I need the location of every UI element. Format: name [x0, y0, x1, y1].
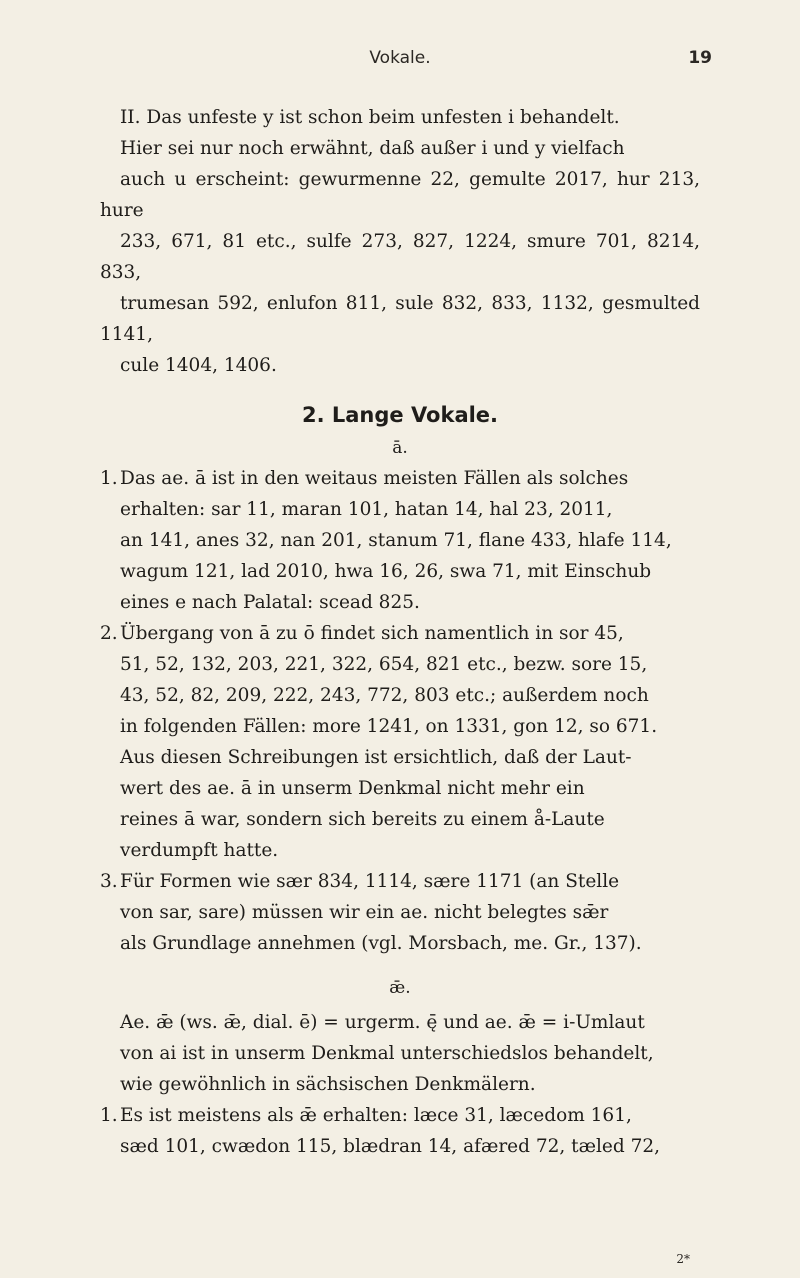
section-heading: 2. Lange Vokale. [301, 403, 499, 427]
text-line: Es ist meistens als ǣ erhalten: læce 31, læcedom 161, [120, 1105, 632, 1126]
text-line: cule 1404, 1406. [120, 355, 277, 376]
text-line: Für Formen wie sær 834, 1114, sære 1171 (an Stelle [120, 871, 620, 892]
text-line: von sar, sare) müssen wir ein ae. nicht belegtes sǣr [120, 902, 609, 923]
text-line: II. Das unfeste y ist schon beim unfesten i behandelt. [120, 107, 620, 128]
text-line: eines e nach Palatal: scead 825. [120, 592, 420, 613]
text-line: 43, 52, 82, 209, 222, 243, 772, 803 etc.; außerdem noch [120, 685, 649, 706]
text-line: sæd 101, cwædon 115, blædran 14, afæred 72, tæled 72, [120, 1136, 660, 1157]
page-header [0, 48, 800, 78]
running-title: Vokale. [369, 48, 431, 68]
text-line: Das ae. ā ist in den weitaus meisten Fällen als solches [120, 468, 629, 489]
list-item-a-2 [100, 618, 700, 866]
text-line: in folgenden Fällen: more 1241, on 1331, gon 12, so 671. [120, 716, 658, 737]
text-line: Aus diesen Schreibungen ist ersichtlich, daß der Laut- [120, 747, 632, 768]
list-item-a-1 [100, 463, 700, 618]
text-line: erhalten: sar 11, maran 101, hatan 14, hal 23, 2011, [120, 499, 613, 520]
list-number: 2. [100, 623, 118, 644]
text-line: 233, 671, 81 etc., sulfe 273, 827, 1224, smure 701, 8214, 833, [100, 231, 700, 283]
page-number: 19 [688, 48, 712, 68]
subsection-heading-ae: ǣ. [389, 978, 411, 998]
text-line: von ai ist in unserm Denkmal unterschiedslos behandelt, [120, 1043, 654, 1064]
page-body [100, 102, 700, 1162]
list-item-a-3 [100, 866, 700, 959]
text-line: reines ā war, sondern sich bereits zu einem å-Laute [120, 809, 605, 830]
text-line: an 141, anes 32, nan 201, stanum 71, flane 433, hlafe 114, [120, 530, 672, 551]
text-line: wert des ae. ā in unserm Denkmal nicht mehr ein [120, 778, 585, 799]
list-number: 1. [100, 1105, 118, 1126]
subsection-heading-a: ā. [392, 438, 408, 458]
paragraph-section-ii [100, 102, 700, 381]
list-number: 3. [100, 871, 118, 892]
list-number: 1. [100, 468, 118, 489]
text-line: Ae. ǣ (ws. ǣ, dial. ē) = urgerm. ę̄ und ae. ǣ = i-Umlaut [120, 1012, 645, 1033]
text-line: Hier sei nur noch erwähnt, daß außer i und y vielfach [120, 138, 625, 159]
text-line: 51, 52, 132, 203, 221, 322, 654, 821 etc., bezw. sore 15, [120, 654, 648, 675]
text-line: trumesan 592, enlufon 811, sule 832, 833, 1132, gesmulted 1141, [100, 293, 700, 345]
text-line: auch u erscheint: gewurmenne 22, gemulte 2017, hur 213, hure [100, 169, 700, 221]
text-line: Übergang von ā zu ō findet sich namentlich in sor 45, [120, 623, 624, 644]
signature-mark: 2* [676, 1252, 690, 1266]
text-line: als Grundlage annehmen (vgl. Morsbach, me. Gr., 137). [120, 933, 642, 954]
text-line: verdumpft hatte. [120, 840, 279, 861]
list-item-ae-1 [100, 1100, 700, 1162]
text-line: wagum 121, lad 2010, hwa 16, 26, swa 71, mit Einschub [120, 561, 652, 582]
text-line: wie gewöhnlich in sächsischen Denkmälern. [120, 1074, 536, 1095]
paragraph-ae-intro [100, 1007, 700, 1100]
